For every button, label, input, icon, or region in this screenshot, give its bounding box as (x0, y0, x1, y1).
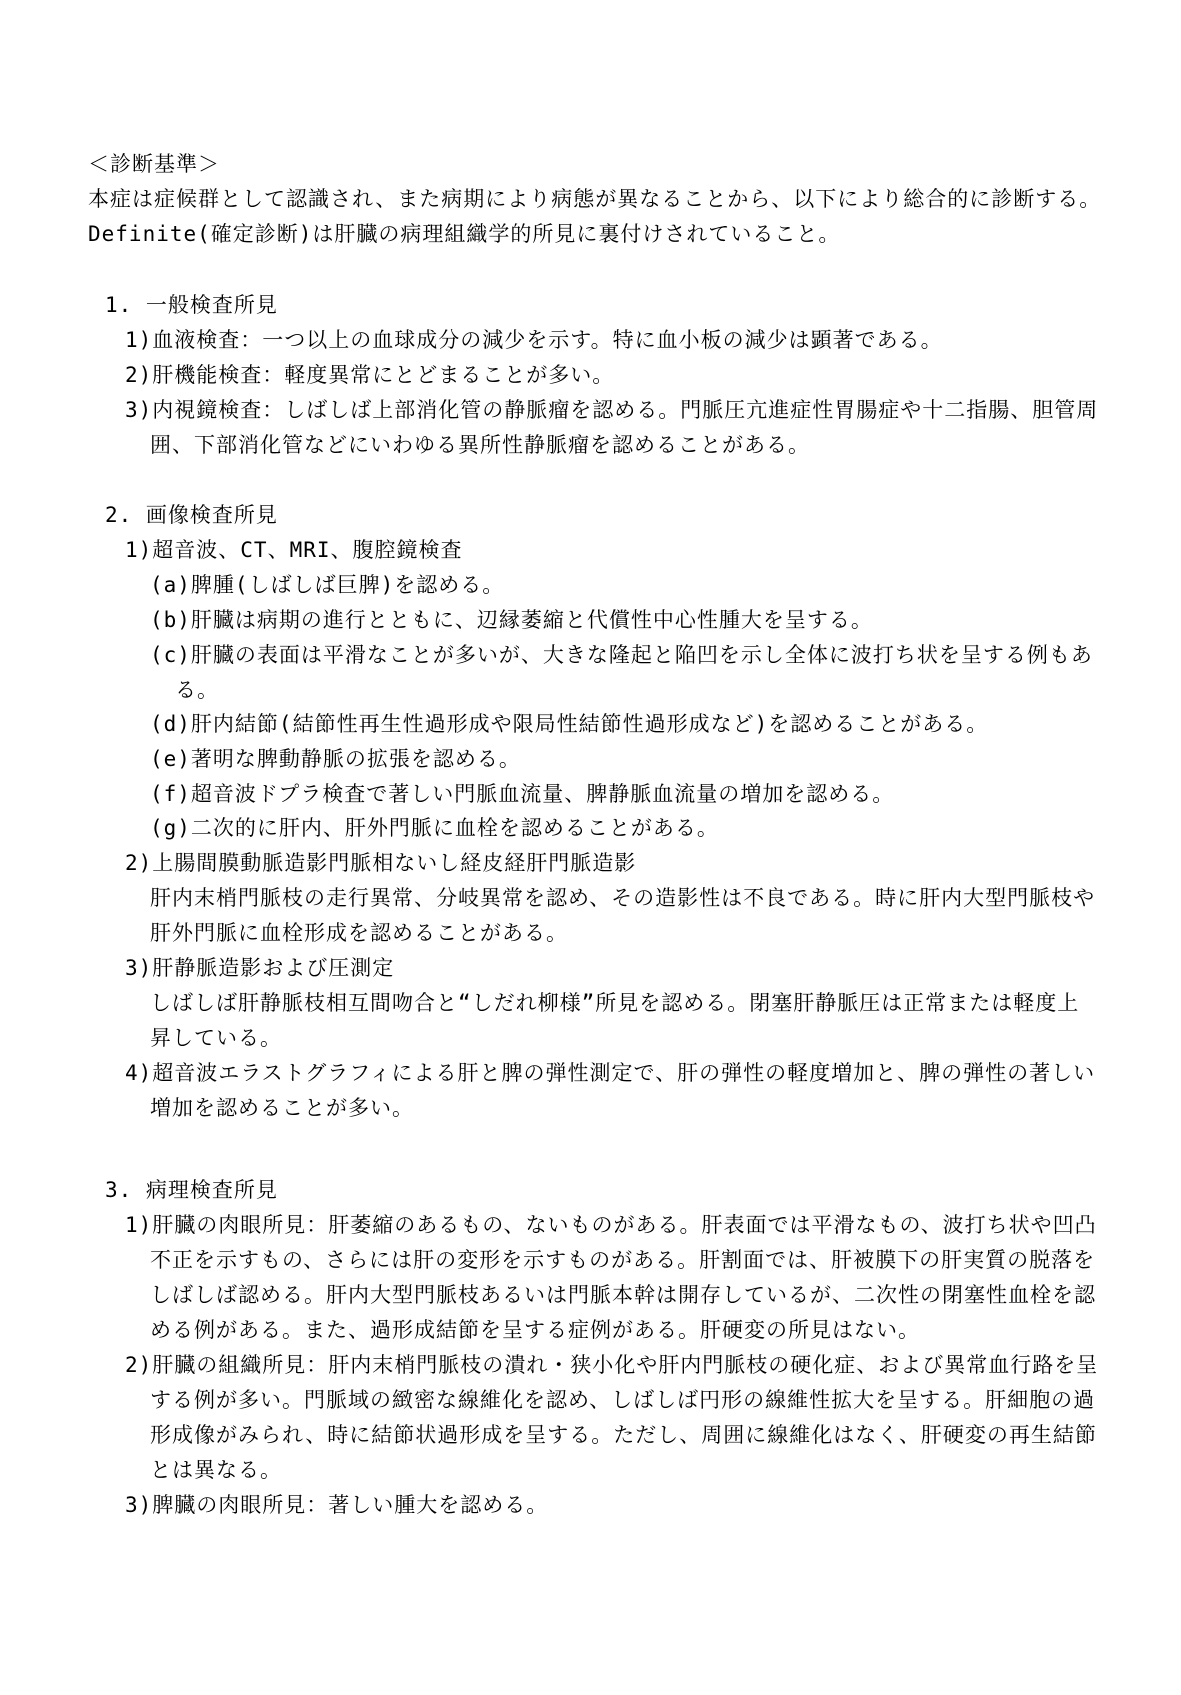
item-line: (b)肝臓は病期の進行とともに、辺縁萎縮と代償性中心性腫大を呈する。 (150, 608, 873, 632)
heading: ＜診断基準＞ (88, 152, 220, 176)
item-line: 3)内視鏡検査：しばしば上部消化管の静脈瘤を認める。門脈圧亢進症性胃腸症や十二指腸、胆管周 (125, 398, 1099, 422)
item-line: (e)著明な脾動静脈の拡張を認める。 (150, 747, 521, 771)
item-line: 2)肝機能検査：軽度異常にとどまることが多い。 (125, 363, 615, 387)
item-line: (c)肝臓の表面は平滑なことが多いが、大きな隆起と陥凹を示し全体に波打ち状を呈する例もあ (150, 643, 1093, 667)
item-line: 囲、下部消化管などにいわゆる異所性静脈瘤を認めることがある。 (150, 433, 810, 457)
item-line: 2)肝臓の組織所見：肝内末梢門脈枝の潰れ・狭小化や肝内門脈枝の硬化症、および異常血行路を呈 (125, 1353, 1099, 1377)
item-line: 2)上腸間膜動脈造影門脈相ないし経皮経肝門脈造影 (125, 851, 637, 875)
section-title: 1. 一般検査所見 (105, 293, 278, 317)
item-line: 3)脾臓の肉眼所見：著しい腫大を認める。 (125, 1493, 549, 1517)
item-line: (d)肝内結節(結節性再生性過形成や限局性結節性過形成など)を認めることがある。 (150, 712, 989, 736)
item-line: 昇している。 (150, 1026, 282, 1050)
item-line: 1)血液検査：一つ以上の血球成分の減少を示す。特に血小板の減少は顕著である。 (125, 328, 943, 352)
item-line: める例がある。また、過形成結節を呈する症例がある。肝硬変の所見はない。 (150, 1318, 920, 1342)
item-line: とは異なる。 (150, 1458, 282, 1482)
item-line: (a)脾腫(しばしば巨脾)を認める。 (150, 573, 505, 597)
item-line: 形成像がみられ、時に結節状過形成を呈する。ただし、周囲に線維化はなく、肝硬変の再生結節 (150, 1423, 1097, 1447)
item-line: 肝外門脈に血栓形成を認めることがある。 (150, 921, 568, 945)
item-line: 1)肝臓の肉眼所見：肝萎縮のあるもの、ないものがある。肝表面では平滑なもの、波打ち状や凹凸 (125, 1213, 1097, 1237)
item-line: 4)超音波エラストグラフィによる肝と脾の弾性測定で、肝の弾性の軽度増加と、脾の弾性の著しい (125, 1061, 1096, 1085)
intro-line: 本症は症候群として認識され、また病期により病態が異なることから、以下により総合的に診断する。 (88, 187, 1102, 211)
item-line: 3)肝静脈造影および圧測定 (125, 956, 395, 980)
section-title: 3. 病理検査所見 (105, 1178, 278, 1202)
item-line: 肝内末梢門脈枝の走行異常、分岐異常を認め、その造影性は不良である。時に肝内大型門脈枝や (150, 886, 1096, 910)
item-line: 1)超音波、CT、MRI、腹腔鏡検査 (125, 538, 463, 562)
item-line: しばしば認める。肝内大型門脈枝あるいは門脈本幹は開存しているが、二次性の閉塞性血栓を認 (150, 1283, 1096, 1307)
item-line: 増加を認めることが多い。 (150, 1096, 414, 1120)
item-line: する例が多い。門脈域の緻密な線維化を認め、しばしば円形の線維性拡大を呈する。肝細胞の過 (150, 1388, 1096, 1412)
item-line: しばしば肝静脈枝相互間吻合と“しだれ柳様”所見を認める。閉塞肝静脈圧は正常または軽度上 (150, 991, 1080, 1015)
item-line: る。 (175, 678, 219, 702)
item-line: (f)超音波ドプラ検査で著しい門脈血流量、脾静脈血流量の増加を認める。 (150, 782, 895, 806)
section-title: 2. 画像検査所見 (105, 503, 278, 527)
intro-line: Definite(確定診断)は肝臓の病理組織学的所見に裏付けされていること。 (88, 222, 841, 246)
item-line: 不正を示すもの、さらには肝の変形を示すものがある。肝割面では、肝被膜下の肝実質の脱落を (150, 1248, 1096, 1272)
item-line: (g)二次的に肝内、肝外門脈に血栓を認めることがある。 (150, 816, 719, 840)
